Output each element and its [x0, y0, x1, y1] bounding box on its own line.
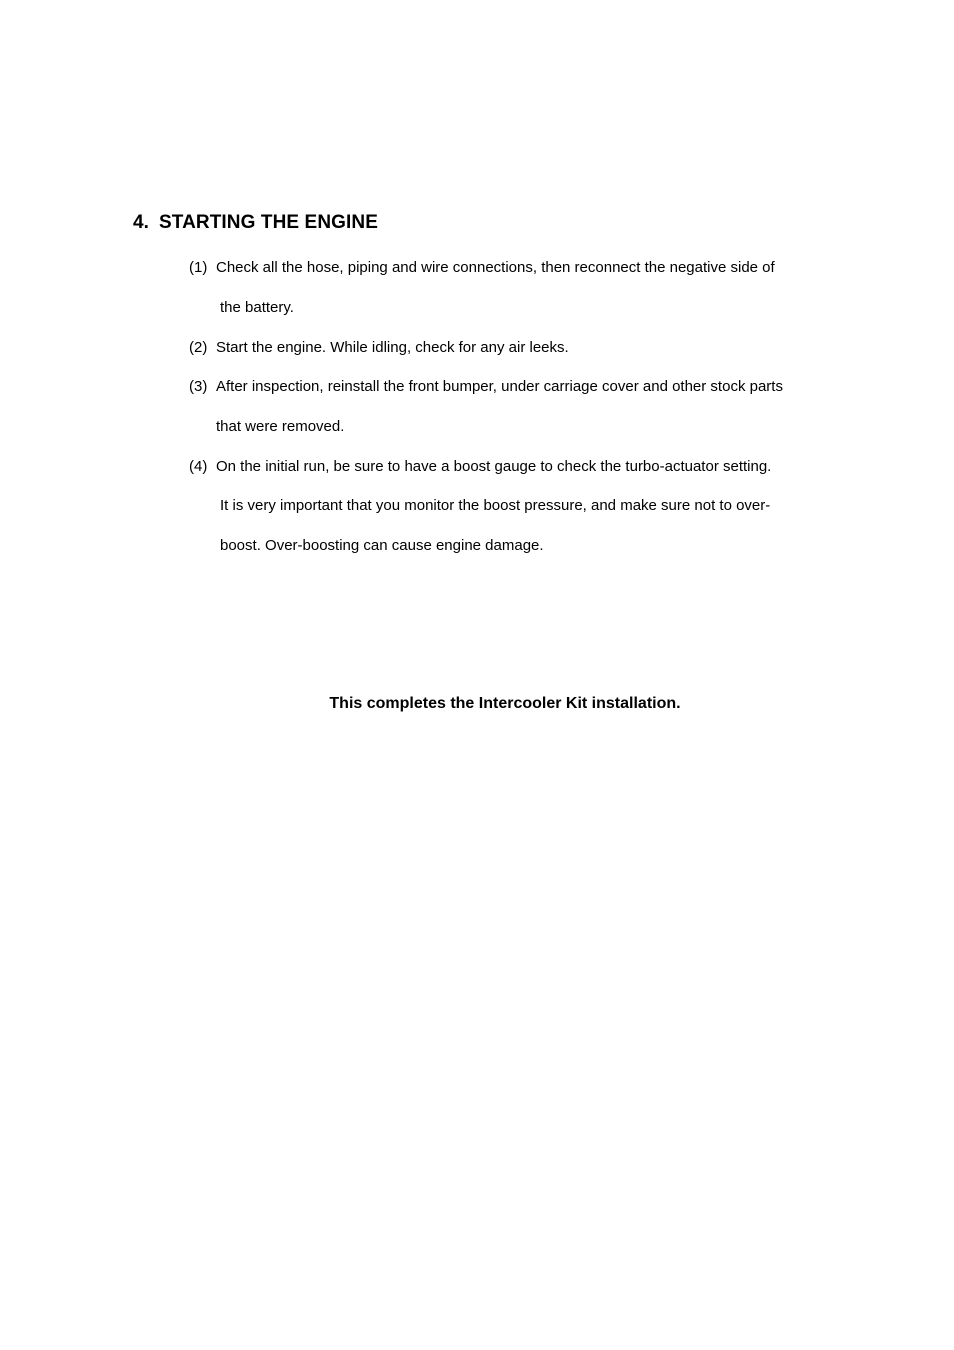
step-4-line-3	[220, 536, 544, 556]
section-number: 4.	[133, 212, 150, 233]
section-heading	[133, 212, 378, 234]
step-3-text-cont: that were removed.	[216, 418, 345, 435]
step-2-marker: (2)	[189, 339, 208, 356]
section-title: STARTING THE ENGINE	[159, 212, 378, 233]
step-4-text-cont-1: It is very important that you monitor the boost pressure, and make sure not to over-	[220, 497, 771, 514]
step-4-marker: (4)	[189, 458, 208, 475]
step-1-text-cont: the battery.	[220, 299, 294, 316]
step-2-text: Start the engine. While idling, check for any air leeks.	[216, 339, 569, 356]
step-1-marker: (1)	[189, 259, 208, 276]
step-4-line-1	[189, 457, 771, 477]
step-4-line-2	[220, 496, 770, 516]
step-3-line-1	[189, 377, 783, 397]
closing-statement: This completes the Intercooler Kit installation.	[329, 695, 681, 712]
step-4-text-cont-2: boost. Over-boosting can cause engine damage.	[220, 537, 544, 554]
step-3-text: After inspection, reinstall the front bumper, under carriage cover and other stock parts	[216, 378, 783, 395]
step-1-line-1	[189, 258, 775, 278]
step-3-line-2	[216, 417, 344, 437]
step-3-marker: (3)	[189, 378, 208, 395]
step-2-line-1	[189, 338, 569, 358]
step-1-text: Check all the hose, piping and wire connections, then reconnect the negative side of	[216, 259, 775, 276]
step-4-text: On the initial run, be sure to have a boost gauge to check the turbo-actuator setting.	[216, 458, 772, 475]
step-1-line-2	[220, 298, 294, 318]
